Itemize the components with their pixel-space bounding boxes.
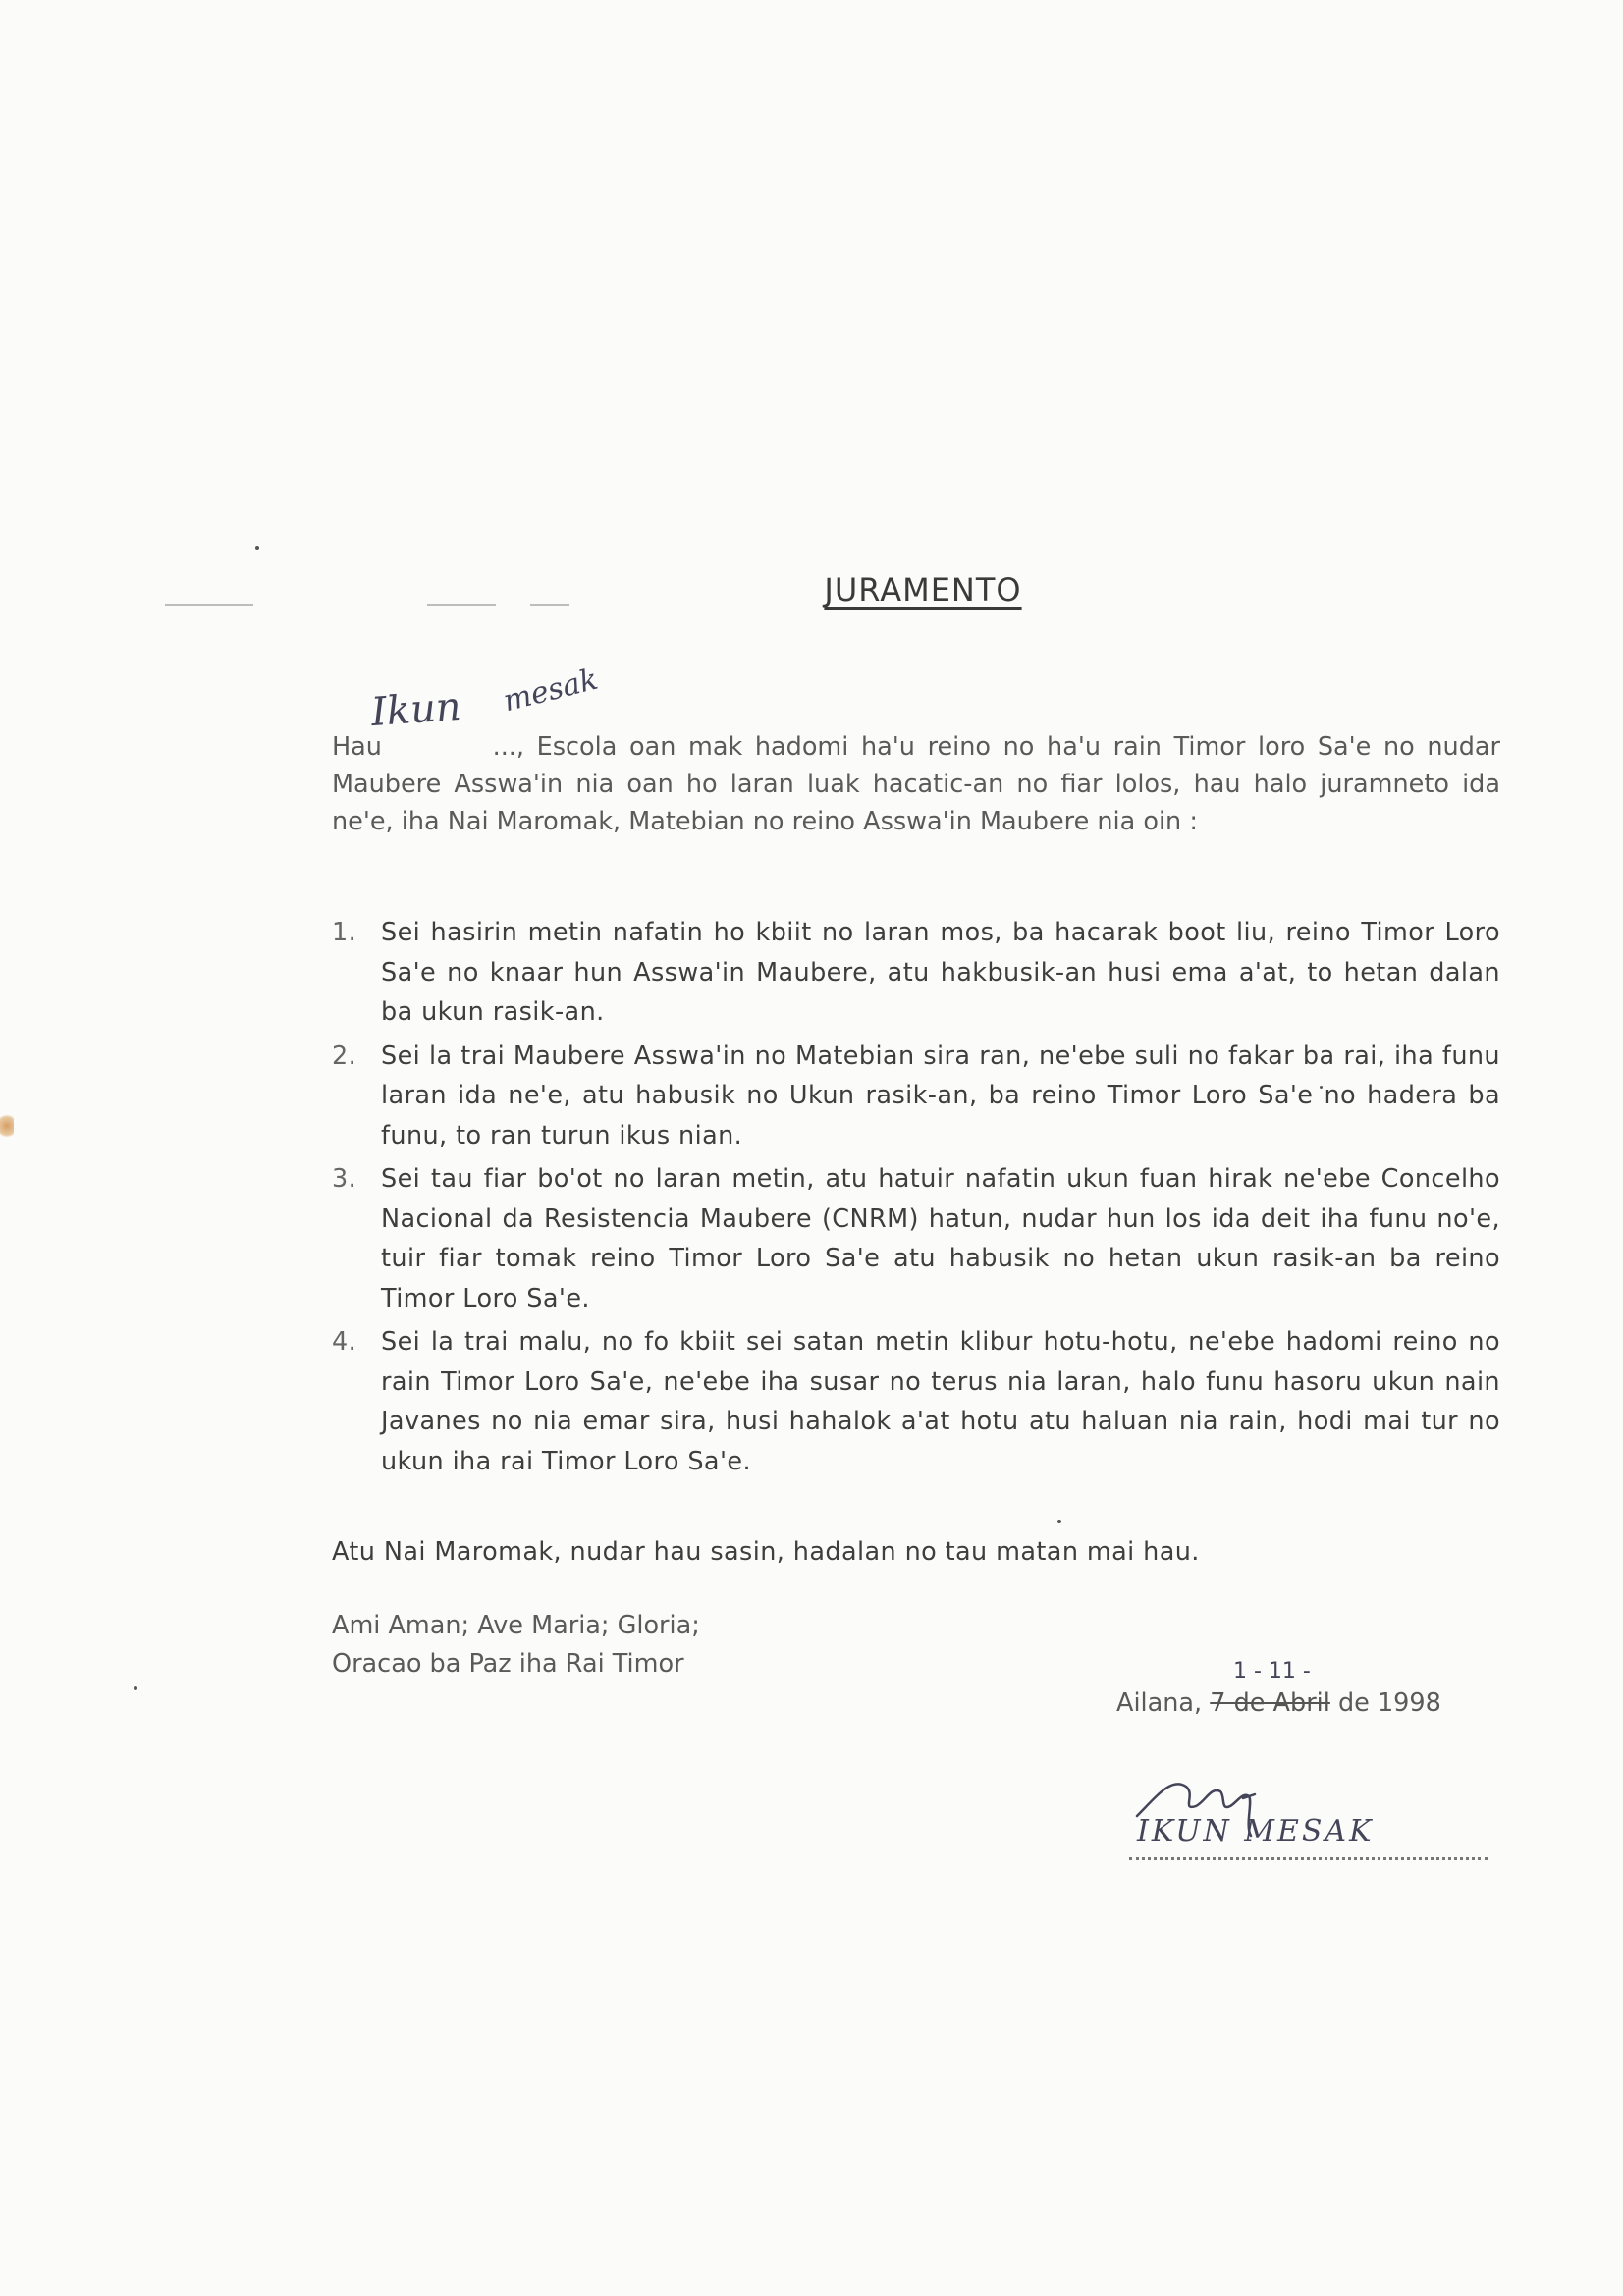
oath-number: 1. bbox=[332, 918, 357, 947]
handwritten-name-first: Ikun bbox=[369, 683, 463, 736]
prayers-line: Oracao ba Paz iha Rai Timor bbox=[332, 1649, 684, 1679]
faded-rule bbox=[427, 604, 496, 606]
signature-dotted-line bbox=[1129, 1857, 1488, 1860]
prayers-line: Ami Aman; Ave Maria; Gloria; bbox=[332, 1611, 700, 1640]
oath-item bbox=[332, 913, 1500, 1033]
scan-speck bbox=[134, 1686, 137, 1690]
document-title: JURAMENTO bbox=[824, 571, 1022, 609]
scan-speck bbox=[1057, 1520, 1061, 1523]
oath-number: 2. bbox=[332, 1041, 357, 1071]
closing-line: Atu Nai Maromak, nudar hau sasin, hadalan no tau matan mai hau. bbox=[332, 1537, 1200, 1567]
faded-rule bbox=[530, 604, 569, 606]
oath-number: 3. bbox=[332, 1164, 357, 1194]
oath-item bbox=[332, 1159, 1500, 1318]
intro-paragraph bbox=[332, 728, 1500, 840]
oath-text: Sei la trai Maubere Asswa'in no Matebian sira ran, ne'ebe suli no fakar ba rai, iha funu laran ida ne'e, atu habusik no Ukun rasik-an, ba reino Timor Loro Sa'e no hadera ba funu, to ran turun ikus nian. bbox=[381, 1041, 1500, 1150]
oath-text: Sei tau fiar bo'ot no laran metin, atu hatuir nafatin ukun fuan hirak ne'ebe Concelho Nacional da Resistencia Maubere (CNRM) hatun, nudar hun los ida deit iha funu no'e, tuir fiar tomak reino Timor Loro Sa'e atu habusik no hetan ukun rasik-an ba reino Timor Loro Sa'e. bbox=[381, 1164, 1500, 1313]
place-name: Ailana, bbox=[1116, 1688, 1203, 1718]
oath-text: Sei hasirin metin nafatin ho kbiit no laran mos, ba hacarak boot liu, reino Timor Loro Sa'e no knaar hun Asswa'in Maubere, atu hakbusik-an husi ema a'at, to hetan dalan ba ukun rasik-an. bbox=[381, 918, 1500, 1027]
handwritten-date-correction: 1 - 11 - bbox=[1233, 1659, 1311, 1683]
faded-rule bbox=[165, 604, 253, 606]
place-date-line bbox=[1116, 1688, 1441, 1718]
date-year: de 1998 bbox=[1337, 1688, 1441, 1718]
struck-date: 7 de Abril bbox=[1210, 1688, 1330, 1718]
paper-stain bbox=[0, 1111, 14, 1141]
oath-text: Sei la trai malu, no fo kbiit sei satan metin klibur hotu-hotu, ne'ebe hadomi reino no rain Timor Loro Sa'e, ne'ebe iha susar no terus nia laran, halo funu hasoru ukun nain Javanes no nia emar sira, husi hahalok a'at hotu atu haluan nia rain, hodi mai tur no ukun iha rai Timor Loro Sa'e. bbox=[381, 1327, 1500, 1476]
prayers-block bbox=[332, 1607, 1019, 1683]
handwritten-name-second: mesak bbox=[500, 662, 602, 720]
intro-prefix: Hau bbox=[332, 732, 395, 762]
oath-item bbox=[332, 1322, 1500, 1481]
oath-list bbox=[332, 913, 1500, 1485]
scan-speck bbox=[255, 546, 259, 550]
oath-item bbox=[332, 1037, 1500, 1156]
intro-text: ..., Escola oan mak hadomi ha'u reino no ha'u rain Timor loro Sa'e no nudar Maubere Asswa'in nia oan ho laran luak hacatic-an no fiar lolos, hau halo juramneto ida ne'e, iha Nai Maromak, Matebian no reino Asswa'in Maubere nia oin : bbox=[332, 732, 1500, 836]
oath-number: 4. bbox=[332, 1327, 357, 1357]
signature-name: IKUN MESAK bbox=[1137, 1814, 1375, 1848]
